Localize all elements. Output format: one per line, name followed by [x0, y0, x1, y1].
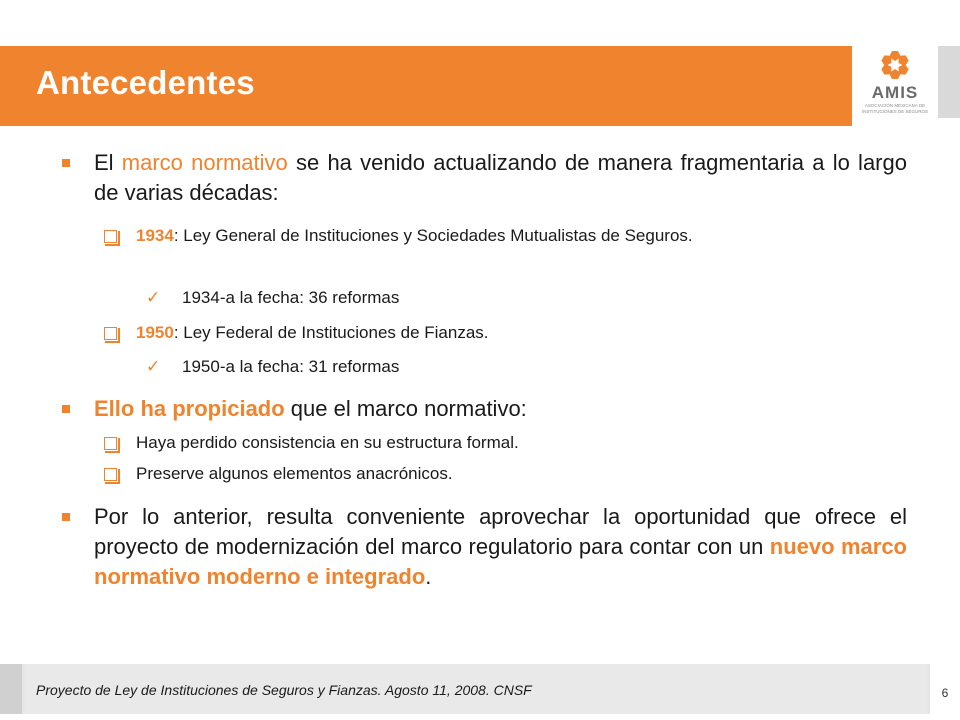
checkbox-bullet-icon [104, 327, 117, 340]
year-highlight: 1950 [136, 323, 174, 342]
highlight-text: marco normativo [121, 150, 288, 175]
bullet-text: 1950-a la fecha: 31 reformas [182, 357, 400, 376]
bullet-marco-normativo [62, 148, 907, 208]
bullet-1950 [104, 320, 907, 346]
bullet-1934 [104, 223, 907, 249]
bullet-text: Por lo anterior, resulta conveniente aprovechar la oportunidad que ofrece el proyecto de modernización del marco regulatorio para contar con un nuevo marco normativo moderno e integrado. [94, 504, 907, 589]
bullet-text: El marco normativo se ha venido actualizando de manera fragmentaria a lo largo de varias décadas: [94, 150, 907, 205]
check-mark-icon: ✓ [146, 357, 161, 377]
bullet-text: Preserve algunos elementos anacrónicos. [136, 464, 453, 483]
page-title: Antecedentes [36, 64, 255, 101]
bullet-text: Haya perdido consistencia en su estructura formal. [136, 433, 519, 452]
year-highlight: 1934 [136, 226, 174, 245]
bullet-text: Ello ha propiciado que el marco normativo: [94, 396, 527, 421]
logo-subtext: ASOCIACIÓN MEXICANA DE INSTITUCIONES DE SEGUROS [861, 103, 928, 114]
page-number: 6 [941, 686, 949, 700]
highlight-text: Ello ha propiciado [94, 396, 285, 421]
bullet-anacronicos [104, 461, 907, 487]
bullet-1934-reformas [146, 286, 906, 310]
check-mark-icon: ✓ [146, 288, 161, 308]
checkbox-bullet-icon [104, 468, 117, 481]
bullet-1950-reformas [146, 355, 906, 379]
square-bullet-icon [62, 513, 70, 521]
bullet-text: 1934-a la fecha: 36 reformas [182, 288, 400, 307]
bullet-text: 1950: Ley Federal de Instituciones de Fianzas. [136, 323, 489, 342]
square-bullet-icon [62, 405, 70, 413]
logo-wordmark: AMIS [871, 83, 919, 102]
footer-caption: Proyecto de Ley de Instituciones de Seguros y Fianzas. Agosto 11, 2008. CNSF [36, 682, 532, 698]
highlight-text: nuevo marco normativo moderno e integrado [94, 534, 907, 589]
bullet-text: 1934: Ley General de Instituciones y Sociedades Mutualistas de Seguros. [136, 226, 693, 245]
checkbox-bullet-icon [104, 230, 117, 243]
checkbox-bullet-icon [104, 437, 117, 450]
bullet-ello-ha-propiciado [62, 394, 907, 424]
bullet-consistencia [104, 430, 907, 456]
square-bullet-icon [62, 159, 70, 167]
footer-side-strip [0, 664, 22, 714]
bullet-por-lo-anterior [62, 502, 907, 592]
